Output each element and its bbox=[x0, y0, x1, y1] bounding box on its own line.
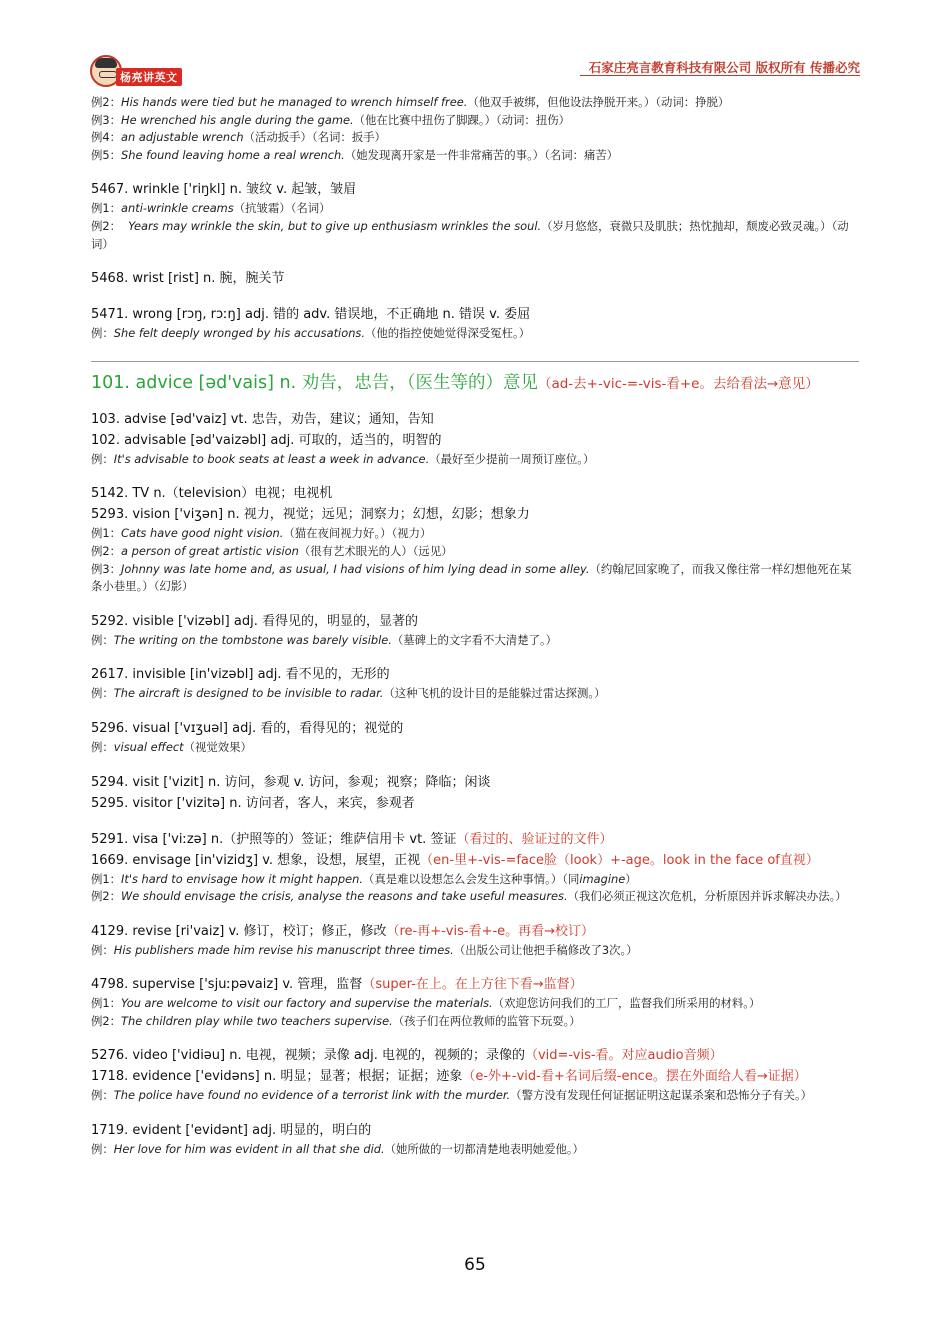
example-line: 例：visual effect（视觉效果） bbox=[91, 739, 252, 754]
word-entry: 2617. invisible [in'vizəbl] adj. 看不见的，无形的 bbox=[91, 667, 390, 683]
word-entry: 5471. wrong [rɔŋ, rɔːŋ] adj. 错的 adv. 错误地，不正确地 n. 错误 v. 委屈 bbox=[91, 307, 531, 323]
word-entry: 4129. revise [ri'vaiz] v. 修订，校订；修正，修改（re-再+-vis-看+-e。再看→校订） bbox=[91, 923, 595, 939]
example-line: 例1：It's hard to envisage how it might happen.（真是难以设想怎么会发生这种事情。）（同imagine） bbox=[91, 871, 637, 886]
example-line: 例：It's advisable to book seats at least a week in advance.（最好至少提前一周预订座位。） bbox=[91, 451, 595, 466]
word-entry: 5467. wrinkle ['riŋkl] n. 皱纹 v. 起皱，皱眉 bbox=[91, 182, 357, 198]
example-line: 例3：Johnny was late home and, as usual, I had visions of him lying dead in some alley.（约翰尼回家晚了，而我又像往常一样幻想他死在某条小巷里。）（幻影） bbox=[91, 561, 852, 594]
word-entry: 5295. visitor ['vizitə] n. 访问者，客人，来宾，参观者 bbox=[91, 795, 415, 811]
example-line: 例2：The children play while two teachers supervise.（孩子们在两位教师的监管下玩耍。） bbox=[91, 1013, 581, 1028]
logo bbox=[90, 55, 190, 91]
logo-text: 杨亮讲英文 bbox=[116, 68, 182, 86]
word-entry: 5293. vision ['viʒən] n. 视力，视觉；远见；洞察力；幻想，幻影；想象力 bbox=[91, 507, 530, 523]
example-line: 例5：She found leaving home a real wrench.（她发现离开家是一件非常痛苦的事。）（名词：痛苦） bbox=[91, 147, 619, 162]
word-entry: 103. advise [əd'vaiz] vt. 忠告，劝告，建议；通知，告知 bbox=[91, 411, 434, 427]
word-entry: 5468. wrist [rist] n. 腕，腕关节 bbox=[91, 271, 285, 287]
example-line: 例：Her love for him was evident in all that she did.（她所做的一切都清楚地表明她爱他。） bbox=[91, 1142, 584, 1157]
header-divider bbox=[580, 75, 860, 76]
word-entry: 102. advisable [əd'vaizəbl] adj. 可取的，适当的，明智的 bbox=[91, 432, 442, 448]
page-number: 65 bbox=[464, 1255, 486, 1275]
example-line: 例2：a person of great artistic vision（很有艺术眼光的人）（远见） bbox=[91, 543, 453, 558]
example-line: 例2： Years may wrinkle the skin, but to give up enthusiasm wrinkles the soul.（岁月悠悠，衰微只及肌肤；热忱抛却，颓废必致灵魂。）（动词） bbox=[91, 218, 849, 251]
example-line: 例：The aircraft is designed to be invisible to radar.（这种飞机的设计目的是能躲过雷达探测。） bbox=[91, 686, 606, 701]
word-entry: 5142. TV n.（television）电视；电视机 bbox=[91, 486, 333, 502]
example-line: 例2：We should envisage the crisis, analyse the reasons and take useful measures.（我们必须正视这次危机，分析原因并诉求解决办法。） bbox=[91, 889, 847, 904]
page-header bbox=[0, 0, 950, 95]
example-line: 例2：His hands were tied but he managed to wrench himself free.（他双手被绑，但他设法挣脱开来。）（动词：挣脱） bbox=[91, 95, 730, 109]
word-entry: 5294. visit ['vizit] n. 访问，参观 v. 访问，参观；视察；降临；闲谈 bbox=[91, 774, 491, 790]
section-divider bbox=[91, 361, 859, 362]
word-entry: 4798. supervise ['sjuːpəvaiz] v. 管理，监督（super-在上。在上方往下看→监督） bbox=[91, 977, 583, 993]
section-title: 101. advice [əd'vais] n. 劝告，忠告，（医生等的）意见（ad-去+-vic-=-vis-看+e。去给看法→意见） bbox=[91, 372, 819, 393]
example-line: 例4：an adjustable wrench（活动扳手）（名词：扳手） bbox=[91, 130, 386, 145]
word-entry: 5292. visible ['vizəbl] adj. 看得见的，明显的，显著的 bbox=[91, 613, 418, 629]
example-line: 例：The police have found no evidence of a terrorist link with the murder.（警方没有发现任何证据证明这起谋杀案和恐怖分子有关。） bbox=[91, 1088, 813, 1103]
example-line: 例：She felt deeply wronged by his accusations.（他的指控使她觉得深受冤枉。） bbox=[91, 326, 531, 341]
word-entry: 1669. envisage [in'vizidʒ] v. 想象，设想，展望，正视（en-里+-vis-=face脸（look）+-age。look in the face of直视） bbox=[91, 852, 819, 868]
word-entry: 1719. evident ['evidənt] adj. 明显的，明白的 bbox=[91, 1123, 372, 1139]
example-line: 例1：You are welcome to visit our factory and supervise the materials.（欢迎您访问我们的工厂，监督我们所采用的材料。） bbox=[91, 996, 761, 1011]
word-entry: 5276. video ['vidiəu] n. 电视，视频；录像 adj. 电视的，视频的；录像的（vid=-vis-看。对应audio音频） bbox=[91, 1048, 723, 1064]
example-line: 例3：He wrenched his angle during the game.（他在比赛中扭伤了脚踝。）（动词：扭伤） bbox=[91, 112, 570, 127]
word-entry: 1718. evidence ['evidəns] n. 明显；显著；根据；证据；迹象（e-外+-vid-看+名词后缀-ence。摆在外面给人看→证据） bbox=[91, 1069, 807, 1085]
word-entry: 5291. visa ['viːzə] n.（护照等的）签证；维萨信用卡 vt. 签证（看过的、验证过的文件） bbox=[91, 831, 613, 847]
example-line: 例1：anti-wrinkle creams（抗皱霜）（名词） bbox=[91, 201, 331, 216]
example-line: 例：His publishers made him revise his manuscript three times.（出版公司让他把手稿修改了3次。） bbox=[91, 942, 638, 957]
copyright-notice: 石家庄亮言教育科技有限公司 版权所有 传播必究 bbox=[588, 60, 860, 75]
example-line: 例1：Cats have good night vision.（猫在夜间视力好。）（视力） bbox=[91, 526, 432, 541]
word-entry: 5296. visual ['vɪʒuəl] adj. 看的，看得见的；视觉的 bbox=[91, 720, 404, 736]
example-line: 例：The writing on the tombstone was barely visible.（墓碑上的文字看不大清楚了。） bbox=[91, 632, 558, 647]
page-content bbox=[91, 94, 859, 1159]
